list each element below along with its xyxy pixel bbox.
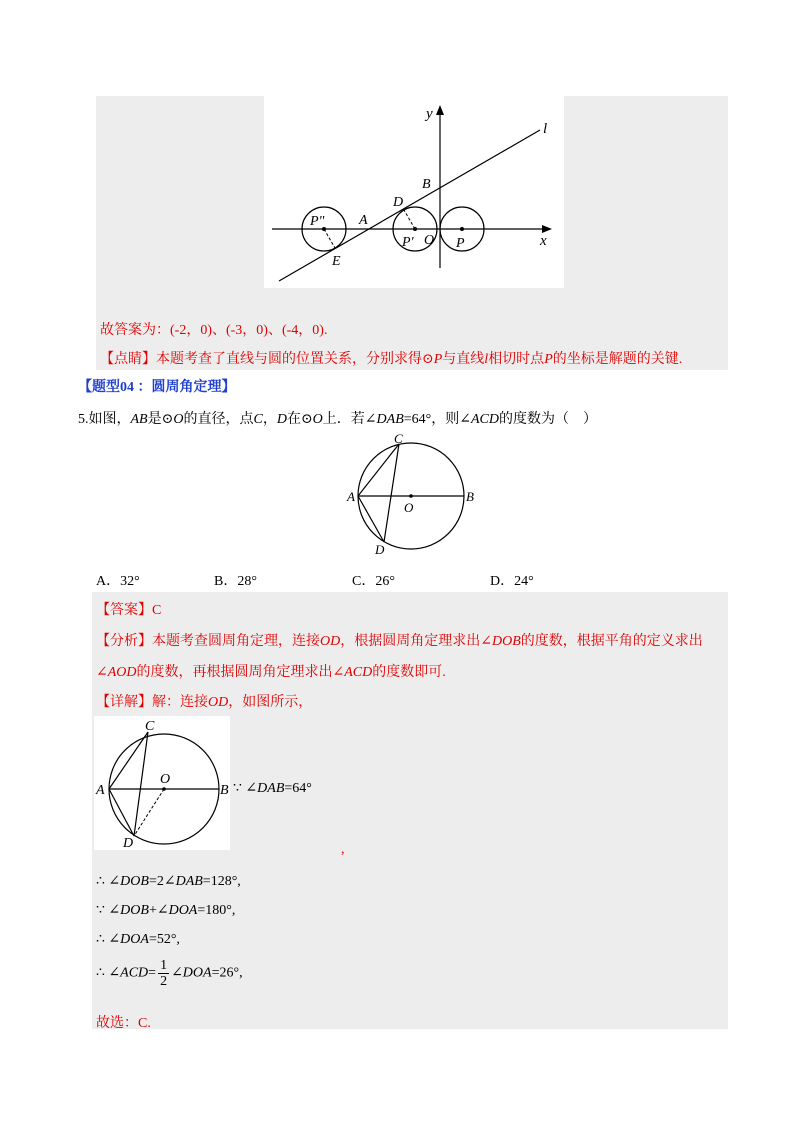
because-symbol: ∵	[233, 781, 242, 796]
var-c: C	[253, 412, 263, 427]
answer-line	[96, 599, 161, 619]
q-text: 在	[286, 412, 301, 427]
var-dob: DOB	[120, 874, 149, 889]
y-axis-label: y	[426, 106, 433, 122]
var-p: P	[433, 352, 443, 367]
angle-symbol: ∠	[364, 412, 377, 427]
tangent-circles-figure	[264, 96, 564, 288]
label-a: A	[347, 489, 355, 504]
angle-symbol: ∠	[480, 634, 492, 649]
var-acd: ACD	[344, 665, 373, 680]
step-1	[96, 873, 241, 890]
var-dab: DAB	[257, 781, 285, 796]
step-3	[96, 931, 180, 948]
fraction-denominator: 2	[160, 974, 168, 989]
point-e-label: E	[332, 254, 341, 269]
analysis-tag: 【分析】	[96, 634, 152, 649]
step-text: =52°,	[148, 932, 180, 947]
analysis-text: 的度数即可.	[372, 665, 446, 680]
circle-question-figure	[342, 432, 482, 557]
point-p1-label: P'	[402, 235, 414, 250]
circle-solution-figure	[94, 716, 230, 850]
var-dab: DAB	[376, 412, 404, 427]
var-o: O	[173, 412, 184, 427]
detail-tag: 【详解】	[96, 695, 152, 710]
var-dab: DAB	[175, 874, 203, 889]
section-title: 【题型04 ：圆周角定理】	[78, 380, 236, 395]
therefore-symbol: ∴	[96, 874, 105, 889]
therefore-symbol: ∴	[96, 932, 105, 947]
analysis-text: 本题考查圆周角定理，连接	[152, 634, 320, 649]
angle-symbol: ∠	[108, 965, 121, 981]
label-b: B	[466, 489, 474, 504]
question-number: 5.如图，	[78, 412, 131, 427]
note-text-3: 相切时点	[488, 352, 545, 367]
origin-o-label: O	[424, 233, 435, 248]
angle-symbol: ∠	[171, 965, 183, 981]
fraction-numerator: 1	[160, 958, 168, 973]
option-b[interactable]: B．28°	[214, 574, 257, 589]
q-text: ，	[262, 412, 277, 427]
step-text: =64°	[284, 781, 312, 796]
var-od: OD	[320, 634, 341, 649]
point-b-label: B	[422, 177, 431, 192]
circle-symbol: ⊙	[300, 412, 313, 427]
var-acd: ACD	[120, 965, 149, 981]
angle-symbol: ∠	[156, 903, 169, 918]
point-d-label: D	[393, 195, 404, 210]
stray-comma: ,	[341, 842, 345, 857]
step-text: =128°,	[202, 874, 241, 889]
var-doa: DOA	[182, 965, 212, 981]
step-given	[233, 780, 312, 797]
angle-symbol: ∠	[108, 903, 121, 918]
option-c[interactable]: C．26°	[352, 574, 395, 589]
detail-text: ，如图所示，	[228, 695, 313, 710]
angle-symbol: ∠	[96, 665, 108, 680]
label-o: O	[404, 500, 414, 515]
label-c: C	[394, 432, 403, 446]
angle-symbol: ∠	[108, 874, 121, 889]
step-text: =2	[148, 874, 164, 889]
answer-value: C	[152, 603, 162, 618]
q-text: 是	[147, 412, 162, 427]
fraction-one-half	[158, 958, 169, 989]
option-d[interactable]: D．24°	[490, 574, 534, 589]
var-dob: DOB	[491, 634, 521, 649]
q-text: =64°，则	[403, 412, 460, 427]
angle-symbol: ∠	[459, 412, 471, 427]
question-text	[78, 408, 597, 428]
detail-text: 解：连接	[152, 695, 208, 710]
var-doa: DOA	[168, 903, 198, 918]
note-text-1: 本题考查了直线与圆的位置关系，分别求得	[156, 352, 422, 367]
q-text: 的直径，点	[183, 412, 254, 427]
step-text: =180°,	[197, 903, 236, 918]
angle-symbol: ∠	[245, 781, 258, 796]
detail-line	[96, 691, 312, 711]
key-point-tag: 【点睛】	[100, 352, 156, 367]
var-aod: AOD	[107, 665, 137, 680]
key-point-note	[100, 348, 682, 368]
point-p-label: P	[456, 236, 465, 251]
conclusion: 故选：C.	[96, 1016, 151, 1031]
var-l: l	[484, 352, 489, 367]
step-text: =26°,	[211, 965, 243, 981]
var-ab: AB	[130, 412, 148, 427]
because-symbol: ∵	[96, 903, 105, 918]
var-doa: DOA	[120, 932, 149, 947]
point-p2-label: P"	[310, 214, 325, 229]
step-2	[96, 902, 235, 919]
circle-symbol: ⊙	[422, 352, 434, 367]
q-text: 上．若	[322, 412, 365, 427]
var-p-2: P	[544, 352, 553, 367]
label-c: C	[145, 719, 155, 734]
step-text: +	[148, 903, 157, 918]
angle-symbol: ∠	[332, 665, 345, 680]
note-text-4: 的坐标是解题的关键.	[552, 352, 683, 367]
var-acd: ACD	[470, 412, 499, 427]
label-b: B	[220, 783, 229, 798]
point-a-label: A	[359, 213, 368, 228]
analysis-text: ，根据圆周角定理求出	[340, 634, 481, 649]
var-dob: DOB	[120, 903, 149, 918]
angle-symbol: ∠	[163, 874, 176, 889]
label-d: D	[123, 836, 134, 850]
analysis-line-1	[96, 630, 703, 650]
analysis-text: 的度数，根据平角的定义求出	[520, 634, 703, 649]
analysis-line-2	[96, 661, 446, 681]
previous-answer: 故答案为：(-2，0)、(-3，0)、(-4，0).	[100, 323, 328, 338]
step-text: =	[148, 965, 157, 981]
therefore-symbol: ∴	[96, 965, 105, 981]
option-a[interactable]: A．32°	[96, 574, 140, 589]
q-text: 的度数为（ ）	[498, 412, 597, 427]
label-a: A	[96, 783, 105, 798]
var-o: O	[312, 412, 323, 427]
line-l-label: l	[543, 121, 548, 137]
x-axis-label: x	[540, 233, 547, 249]
answer-tag: 【答案】	[96, 603, 152, 618]
label-d: D	[375, 542, 385, 557]
var-od: OD	[208, 695, 229, 710]
var-d: D	[276, 412, 287, 427]
label-o: O	[160, 772, 171, 787]
analysis-text: 的度数，再根据圆周角定理求出	[136, 665, 333, 680]
note-text-2: 与直线	[442, 352, 485, 367]
angle-symbol: ∠	[108, 932, 121, 947]
circle-symbol: ⊙	[161, 412, 174, 427]
step-4	[96, 958, 243, 989]
